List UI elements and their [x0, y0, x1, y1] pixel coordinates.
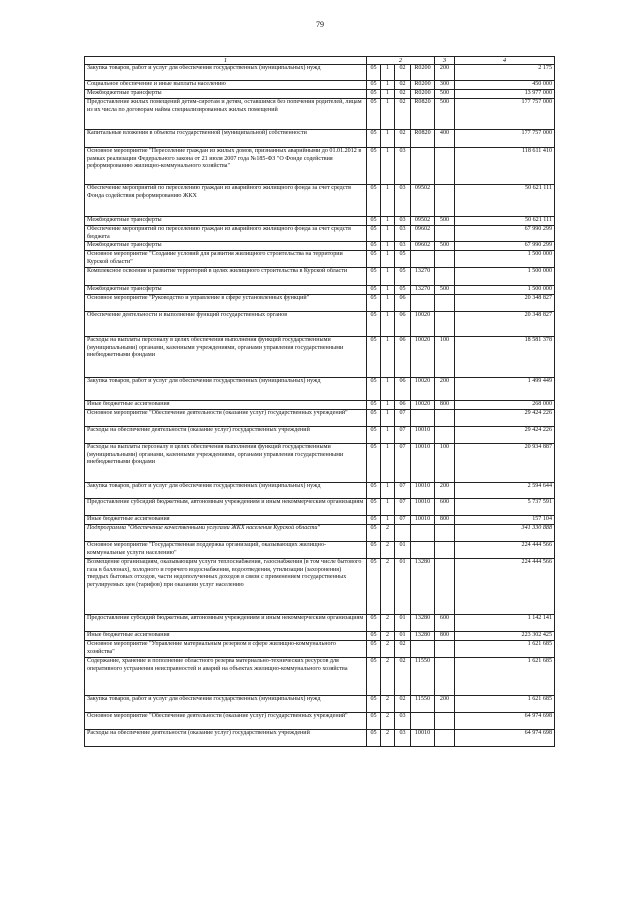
table-row — [85, 713, 555, 730]
row-sub: 06 — [395, 337, 411, 378]
row-vr — [435, 268, 455, 286]
row-sub: 01 — [395, 632, 411, 641]
row-sub: 02 — [395, 130, 411, 148]
table-body — [85, 65, 555, 747]
row-sub: 02 — [395, 641, 411, 658]
row-pr: 1 — [381, 516, 395, 525]
table-row — [85, 337, 555, 378]
table-row — [85, 696, 555, 713]
row-pr: 1 — [381, 286, 395, 295]
row-amount: 341 330 888 — [455, 525, 555, 542]
row-name: Межбюджетные трансферты — [85, 90, 367, 99]
row-gr: 05 — [367, 713, 381, 730]
row-amount: 29 424 226 — [455, 427, 555, 444]
row-amount: 64 974 698 — [455, 730, 555, 747]
row-sub: 06 — [395, 378, 411, 401]
row-name: Основное мероприятие "Руководство и управление в сфере установленных функций" — [85, 295, 367, 312]
header-col-3: 3 — [435, 57, 455, 65]
row-name: Расходы на выплаты персоналу в целях обеспечения выполнения функций государственными (муниципальными) органами, казенными учреждениями, органами управления государственными внебюджетными фондами — [85, 444, 367, 483]
row-gr: 05 — [367, 295, 381, 312]
row-cs: 10010 — [411, 483, 435, 499]
row-name: Межбюджетные трансферты — [85, 286, 367, 295]
row-amount: 64 974 698 — [455, 713, 555, 730]
table-row — [85, 410, 555, 427]
row-name: Расходы на обеспечение деятельности (оказание услуг) государственных учреждений — [85, 427, 367, 444]
row-name: Основное мероприятие "Переселение граждан из жилых домов, признанных аварийными до 01.01.2012 в рамках реализации Федерального закона от 21 июля 2007 года №185-ФЗ "О Фонде содействия реформированию жилищно-коммунального хозяйства" — [85, 148, 367, 185]
row-cs: 09602 — [411, 242, 435, 251]
header-col-4: 4 — [455, 57, 555, 65]
row-pr: 1 — [381, 444, 395, 483]
row-amount: 29 424 226 — [455, 410, 555, 427]
row-amount: 20 934 887 — [455, 444, 555, 483]
row-pr: 1 — [381, 217, 395, 226]
row-sub: 06 — [395, 401, 411, 410]
row-vr: 200 — [435, 65, 455, 81]
row-gr: 05 — [367, 312, 381, 337]
row-sub: 07 — [395, 483, 411, 499]
row-gr: 05 — [367, 427, 381, 444]
row-vr: 600 — [435, 499, 455, 516]
table-row — [85, 559, 555, 615]
row-vr: 400 — [435, 130, 455, 148]
row-name: Закупка товаров, работ и услуг для обеспечения государственных (муниципальных) нужд — [85, 483, 367, 499]
row-name: Закупка товаров, работ и услуг для обеспечения государственных (муниципальных) нужд — [85, 696, 367, 713]
row-gr: 05 — [367, 65, 381, 81]
row-sub: 07 — [395, 516, 411, 525]
row-cs: 10010 — [411, 427, 435, 444]
row-vr: 800 — [435, 632, 455, 641]
row-name: Закупка товаров, работ и услуг для обеспечения государственных (муниципальных) нужд — [85, 65, 367, 81]
row-amount: 20 348 827 — [455, 295, 555, 312]
row-gr: 05 — [367, 542, 381, 559]
table-row — [85, 641, 555, 658]
row-cs: 09602 — [411, 226, 435, 242]
row-cs — [411, 525, 435, 542]
row-vr: 100 — [435, 444, 455, 483]
row-gr: 05 — [367, 401, 381, 410]
row-vr — [435, 559, 455, 615]
row-cs: 10010 — [411, 730, 435, 747]
row-amount: 1 621 685 — [455, 641, 555, 658]
row-name: Основное мероприятие "Обеспечение деятельности (оказание услуг) государственных учреждений" — [85, 713, 367, 730]
row-amount: 1 142 141 — [455, 615, 555, 632]
row-cs — [411, 295, 435, 312]
row-gr: 05 — [367, 696, 381, 713]
row-cs: 10020 — [411, 312, 435, 337]
table-row — [85, 268, 555, 286]
row-gr: 05 — [367, 81, 381, 90]
page-number: 79 — [316, 20, 324, 29]
row-vr — [435, 542, 455, 559]
row-pr: 2 — [381, 696, 395, 713]
row-cs: 09502 — [411, 185, 435, 217]
row-cs: 11550 — [411, 658, 435, 696]
row-sub: 06 — [395, 312, 411, 337]
row-gr: 05 — [367, 226, 381, 242]
table-row — [85, 286, 555, 295]
row-vr — [435, 295, 455, 312]
row-gr: 05 — [367, 130, 381, 148]
table-row — [85, 378, 555, 401]
row-vr: 500 — [435, 90, 455, 99]
row-sub: 03 — [395, 713, 411, 730]
table-row — [85, 483, 555, 499]
row-cs — [411, 641, 435, 658]
budget-table — [84, 56, 555, 747]
row-vr — [435, 410, 455, 427]
row-name: Обеспечение мероприятий по переселению граждан из аварийного жилищного фонда за счет средств бюджета — [85, 226, 367, 242]
row-vr — [435, 730, 455, 747]
row-pr: 2 — [381, 730, 395, 747]
row-amount: 223 302 425 — [455, 632, 555, 641]
row-cs: 09502 — [411, 217, 435, 226]
row-sub: 03 — [395, 217, 411, 226]
row-amount: 1 500 000 — [455, 286, 555, 295]
row-sub: 06 — [395, 295, 411, 312]
row-name: Содержание, хранение и пополнение областного резерва материально-технических ресурсов для оперативного устранения неисправностей и аварий на объектах жилищно-коммунального хозяйства — [85, 658, 367, 696]
row-sub: 03 — [395, 185, 411, 217]
row-pr: 1 — [381, 410, 395, 427]
row-amount: 118 611 410 — [455, 148, 555, 185]
table-row — [85, 401, 555, 410]
row-amount: 1 499 449 — [455, 378, 555, 401]
row-vr: 500 — [435, 217, 455, 226]
table-row — [85, 516, 555, 525]
row-pr: 2 — [381, 525, 395, 542]
row-sub: 07 — [395, 410, 411, 427]
row-amount: 177 757 000 — [455, 99, 555, 130]
table-row — [85, 295, 555, 312]
row-vr: 800 — [435, 401, 455, 410]
row-amount: 20 348 827 — [455, 312, 555, 337]
row-pr: 1 — [381, 268, 395, 286]
table-row — [85, 251, 555, 268]
row-vr: 500 — [435, 242, 455, 251]
row-gr: 05 — [367, 268, 381, 286]
row-vr: 500 — [435, 99, 455, 130]
row-pr: 2 — [381, 559, 395, 615]
row-cs — [411, 251, 435, 268]
row-vr: 600 — [435, 615, 455, 632]
row-amount: 224 444 566 — [455, 559, 555, 615]
row-name: Основное мероприятие "Управление материальным резервом в сфере жилищно-коммунального хозяйства" — [85, 641, 367, 658]
row-pr: 1 — [381, 185, 395, 217]
row-sub: 03 — [395, 148, 411, 185]
row-sub: 03 — [395, 226, 411, 242]
row-name: Основное мероприятие "Обеспечение деятельности (оказание услуг) государственных учреждений" — [85, 410, 367, 427]
row-name: Обеспечение мероприятий по переселению граждан из аварийного жилищного фонда за счет средств Фонда содействия реформированию ЖКХ — [85, 185, 367, 217]
row-pr: 1 — [381, 427, 395, 444]
row-name: Капитальные вложения в объекты государственной (муниципальной) собственности — [85, 130, 367, 148]
row-amount: 1 500 000 — [455, 268, 555, 286]
row-pr: 2 — [381, 658, 395, 696]
row-amount: 67 990 299 — [455, 242, 555, 251]
row-name: Закупка товаров, работ и услуг для обеспечения государственных (муниципальных) нужд — [85, 378, 367, 401]
row-name: Предоставление жилых помещений детям-сиротам и детям, оставшимся без попечения родителей, лицам из их числа по договорам найма специализированных жилых помещений — [85, 99, 367, 130]
row-pr: 1 — [381, 295, 395, 312]
row-sub: 02 — [395, 99, 411, 130]
row-name: Комплексное освоение и развитие территорий в целях жилищного строительства в Курской области — [85, 268, 367, 286]
row-name: Основное мероприятие "Государственная поддержка организаций, оказывающих жилищно-коммунальные услуги населению" — [85, 542, 367, 559]
row-cs: 13280 — [411, 615, 435, 632]
row-gr: 05 — [367, 217, 381, 226]
row-name: Межбюджетные трансферты — [85, 217, 367, 226]
row-sub: 03 — [395, 242, 411, 251]
row-pr: 2 — [381, 542, 395, 559]
table-row — [85, 217, 555, 226]
table-row — [85, 148, 555, 185]
row-gr: 05 — [367, 641, 381, 658]
row-gr: 05 — [367, 615, 381, 632]
row-sub: 02 — [395, 65, 411, 81]
row-name: Иные бюджетные ассигнования — [85, 632, 367, 641]
table-row — [85, 542, 555, 559]
row-cs — [411, 410, 435, 427]
table-row — [85, 242, 555, 251]
row-amount: 157 104 — [455, 516, 555, 525]
row-cs: 10010 — [411, 516, 435, 525]
row-vr — [435, 427, 455, 444]
row-pr: 1 — [381, 251, 395, 268]
row-name: Возмещение организациям, оказывающим услуги теплоснабжения, газоснабжения (в том числе бытового газа в баллонах), холодного и горячего водоснабжения, водоотведения, утилизации (захоронения) твердых бытовых отходов, части недополученных доходов в связи с применением государственных регулируемых цен (тарифов) при оказании услуг населению — [85, 559, 367, 615]
row-sub: 07 — [395, 444, 411, 483]
table-row — [85, 525, 555, 542]
table-row — [85, 730, 555, 747]
row-vr — [435, 251, 455, 268]
row-cs: R0820 — [411, 99, 435, 130]
row-gr: 05 — [367, 242, 381, 251]
row-cs: 10010 — [411, 499, 435, 516]
row-gr: 05 — [367, 444, 381, 483]
row-vr: 100 — [435, 337, 455, 378]
row-vr: 500 — [435, 286, 455, 295]
table-row — [85, 615, 555, 632]
row-sub: 01 — [395, 615, 411, 632]
row-amount: 1 621 685 — [455, 658, 555, 696]
row-gr: 05 — [367, 410, 381, 427]
row-sub: 03 — [395, 730, 411, 747]
row-sub: 07 — [395, 499, 411, 516]
table-header-row — [85, 57, 555, 65]
row-cs: R0200 — [411, 90, 435, 99]
row-gr: 05 — [367, 632, 381, 641]
row-gr: 05 — [367, 516, 381, 525]
row-sub: 01 — [395, 559, 411, 615]
row-sub: 05 — [395, 251, 411, 268]
row-amount: 2 594 644 — [455, 483, 555, 499]
row-pr: 2 — [381, 615, 395, 632]
table-row — [85, 427, 555, 444]
row-amount: 268 000 — [455, 401, 555, 410]
row-pr: 1 — [381, 337, 395, 378]
row-vr: 200 — [435, 696, 455, 713]
row-sub: 02 — [395, 696, 411, 713]
row-gr: 05 — [367, 337, 381, 378]
row-vr: 800 — [435, 516, 455, 525]
row-name: Социальное обеспечение и иные выплаты населению — [85, 81, 367, 90]
row-vr — [435, 525, 455, 542]
row-pr: 1 — [381, 99, 395, 130]
table-row — [85, 444, 555, 483]
row-cs: 13280 — [411, 559, 435, 615]
row-gr: 05 — [367, 148, 381, 185]
row-cs: R0200 — [411, 65, 435, 81]
row-name: Обеспечение деятельности и выполнение функций государственных органов — [85, 312, 367, 337]
row-gr: 05 — [367, 559, 381, 615]
row-cs — [411, 713, 435, 730]
row-name: Основное мероприятие "Создание условий для развития жилищного строительства на территории Курской области" — [85, 251, 367, 268]
row-name: Межбюджетные трансферты — [85, 242, 367, 251]
row-gr: 05 — [367, 251, 381, 268]
row-cs: 10020 — [411, 401, 435, 410]
row-cs: 13280 — [411, 632, 435, 641]
row-pr: 2 — [381, 632, 395, 641]
table-row — [85, 130, 555, 148]
row-cs — [411, 542, 435, 559]
row-cs: 11550 — [411, 696, 435, 713]
row-amount: 13 977 000 — [455, 90, 555, 99]
row-amount: 177 757 000 — [455, 130, 555, 148]
table-row — [85, 185, 555, 217]
row-pr: 1 — [381, 148, 395, 185]
row-amount: 450 000 — [455, 81, 555, 90]
table-row — [85, 226, 555, 242]
row-vr: 200 — [435, 378, 455, 401]
row-vr — [435, 148, 455, 185]
row-amount: 67 990 299 — [455, 226, 555, 242]
row-pr: 1 — [381, 90, 395, 99]
row-name: Предоставление субсидий бюджетным, автономным учреждениям и иным некоммерческим организациям — [85, 499, 367, 516]
row-vr — [435, 185, 455, 217]
row-pr: 2 — [381, 713, 395, 730]
row-name: Предоставление субсидий бюджетным, автономным учреждениям и иным некоммерческим организациям — [85, 615, 367, 632]
row-pr: 2 — [381, 641, 395, 658]
row-pr: 1 — [381, 226, 395, 242]
row-sub — [395, 525, 411, 542]
table-row — [85, 65, 555, 81]
table-row — [85, 632, 555, 641]
row-vr — [435, 658, 455, 696]
row-vr — [435, 312, 455, 337]
table-row — [85, 499, 555, 516]
row-amount: 224 444 566 — [455, 542, 555, 559]
row-amount: 50 621 111 — [455, 217, 555, 226]
row-cs: 10010 — [411, 444, 435, 483]
row-sub: 07 — [395, 427, 411, 444]
header-col-1: 1 — [85, 57, 367, 65]
row-gr: 05 — [367, 185, 381, 217]
header-col-2: 2 — [367, 57, 435, 65]
row-vr: 300 — [435, 81, 455, 90]
row-name: Подпрограмма "Обеспечение качественными услугами ЖКХ населения Курской области" — [85, 525, 367, 542]
row-amount: 1 500 000 — [455, 251, 555, 268]
table-row — [85, 81, 555, 90]
row-sub: 02 — [395, 90, 411, 99]
row-cs: 10020 — [411, 337, 435, 378]
row-gr: 05 — [367, 483, 381, 499]
row-gr: 05 — [367, 525, 381, 542]
table-row — [85, 99, 555, 130]
row-sub: 01 — [395, 542, 411, 559]
row-vr — [435, 226, 455, 242]
table-row — [85, 658, 555, 696]
row-pr: 1 — [381, 130, 395, 148]
row-sub: 02 — [395, 81, 411, 90]
row-gr: 05 — [367, 90, 381, 99]
row-gr: 05 — [367, 499, 381, 516]
row-amount: 1 621 685 — [455, 696, 555, 713]
row-vr — [435, 641, 455, 658]
row-pr: 1 — [381, 81, 395, 90]
row-sub: 02 — [395, 658, 411, 696]
row-gr: 05 — [367, 730, 381, 747]
row-amount: 50 621 111 — [455, 185, 555, 217]
row-sub: 05 — [395, 268, 411, 286]
row-gr: 05 — [367, 378, 381, 401]
row-gr: 05 — [367, 99, 381, 130]
row-sub: 05 — [395, 286, 411, 295]
row-name: Иные бюджетные ассигнования — [85, 516, 367, 525]
row-vr — [435, 713, 455, 730]
row-cs — [411, 148, 435, 185]
row-cs: 10020 — [411, 378, 435, 401]
row-pr: 1 — [381, 499, 395, 516]
row-amount: 2 175 — [455, 65, 555, 81]
row-pr: 1 — [381, 65, 395, 81]
row-gr: 05 — [367, 286, 381, 295]
row-amount: 5 737 591 — [455, 499, 555, 516]
row-pr: 1 — [381, 401, 395, 410]
row-pr: 1 — [381, 312, 395, 337]
row-pr: 1 — [381, 378, 395, 401]
row-name: Расходы на обеспечение деятельности (оказание услуг) государственных учреждений — [85, 730, 367, 747]
row-cs: R0820 — [411, 130, 435, 148]
table-row — [85, 312, 555, 337]
table-row — [85, 90, 555, 99]
row-cs: 13270 — [411, 268, 435, 286]
row-gr: 05 — [367, 658, 381, 696]
row-pr: 1 — [381, 483, 395, 499]
row-cs: 13270 — [411, 286, 435, 295]
row-vr: 200 — [435, 483, 455, 499]
row-name: Расходы на выплаты персоналу в целях обеспечения выполнения функций государственными (муниципальными) органами, казенными учреждениями, органами управления государственными внебюджетными фондами — [85, 337, 367, 378]
row-pr: 1 — [381, 242, 395, 251]
row-cs: R0200 — [411, 81, 435, 90]
row-amount: 18 581 378 — [455, 337, 555, 378]
row-name: Иные бюджетные ассигнования — [85, 401, 367, 410]
